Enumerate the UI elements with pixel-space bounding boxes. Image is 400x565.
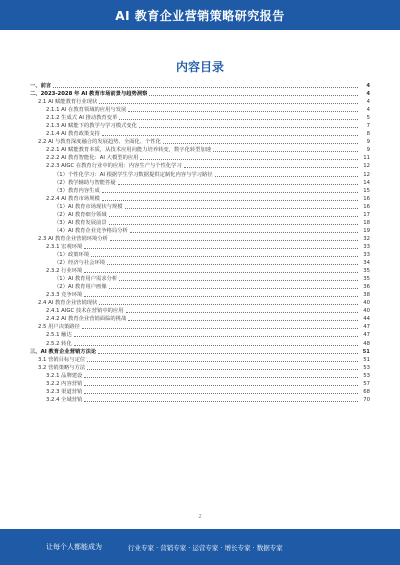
toc-entry-page: 53	[363, 372, 370, 379]
toc-entry[interactable]	[30, 372, 370, 380]
toc-entry-title: 3.2 营销策略与方法	[38, 364, 86, 371]
toc-dot-leader	[130, 232, 358, 233]
toc-entry-page: 36	[363, 284, 370, 291]
toc-entry[interactable]	[30, 162, 370, 170]
toc-entry-link[interactable]	[54, 203, 370, 211]
toc-dot-leader	[99, 304, 358, 305]
toc-entry-page: 70	[363, 396, 370, 403]
toc-entry-link[interactable]	[54, 275, 370, 283]
toc-entry-page: 47	[363, 332, 370, 339]
toc-entry-page: 57	[363, 380, 370, 387]
toc-entry-title: （2）AI 教育细分领域	[54, 211, 107, 218]
toc-dot-leader	[213, 151, 358, 152]
toc-entry-page: 32	[363, 235, 370, 242]
page-number: 2	[198, 514, 202, 520]
toc-entry-link[interactable]	[46, 315, 370, 323]
toc-entry-link[interactable]	[46, 267, 370, 275]
toc-entry[interactable]	[30, 171, 370, 179]
toc-entry[interactable]	[30, 219, 370, 227]
toc-entry-title: 2.4.2 AI 教育企业营销面临的挑战	[46, 316, 127, 323]
toc-entry-title: 2.3.1 宏观环境	[46, 243, 83, 250]
toc-entry-page: 16	[363, 195, 370, 202]
toc-entry-page: 33	[363, 251, 370, 258]
toc-entry-link[interactable]	[46, 331, 370, 339]
toc-entry-page: 47	[363, 324, 370, 331]
toc-dot-leader	[126, 312, 358, 313]
toc-entry-title: （3）AI 教育发展前景	[54, 219, 107, 226]
toc-entry[interactable]	[30, 299, 370, 307]
toc-entry-link[interactable]	[38, 299, 370, 307]
toc-entry-page: 53	[363, 364, 370, 371]
toc-dot-leader	[87, 369, 358, 370]
toc-entry-page: 40	[363, 308, 370, 315]
toc-entry-title: 三、AI 教育企业营销方法论	[30, 348, 97, 355]
toc-entry-title: 3.2.4 全域营销	[46, 396, 83, 403]
toc-dot-leader	[163, 143, 358, 144]
toc-entry-link[interactable]	[54, 227, 370, 235]
toc-entry-link[interactable]	[38, 138, 370, 146]
toc-entry-page: 12	[363, 163, 370, 170]
toc-dot-leader	[98, 353, 358, 354]
toc-entry-page: 9	[366, 139, 370, 146]
toc-entry-link[interactable]	[46, 146, 370, 154]
toc-entry-page: 35	[363, 276, 370, 283]
toc-dot-leader	[99, 103, 358, 104]
toc-entry-title: （2）AI 教育用户画像	[54, 284, 107, 291]
toc-entry-page: 7	[366, 123, 370, 130]
toc-dot-leader	[128, 320, 358, 321]
toc-dot-leader	[74, 336, 358, 337]
toc-dot-leader	[139, 127, 358, 128]
toc-entry[interactable]	[30, 283, 370, 291]
toc-entry[interactable]	[30, 380, 370, 388]
toc-entry-link[interactable]	[38, 356, 370, 364]
toc-entry-link[interactable]	[46, 380, 370, 388]
toc-dot-leader	[107, 264, 358, 265]
toc-dot-leader	[215, 176, 358, 177]
toc-dot-leader	[84, 385, 358, 386]
toc-entry-link[interactable]	[46, 130, 370, 138]
toc-dot-leader	[82, 328, 358, 329]
toc-entry[interactable]	[30, 138, 370, 146]
toc-entry-page: 48	[363, 340, 370, 347]
toc-entry-page: 51	[362, 348, 370, 355]
toc-entry-page: 51	[363, 356, 370, 363]
toc-entry-title: （1）AI 教育用户需求分析	[54, 276, 118, 283]
toc-entry-title: 3.2.1 品牌建设	[46, 372, 83, 379]
toc-entry-title: 3.2.3 渠道营销	[46, 388, 83, 395]
toc-dot-leader	[109, 224, 358, 225]
toc-entry-page: 68	[363, 388, 370, 395]
toc-dot-leader	[140, 159, 358, 160]
toc-entry-link[interactable]	[46, 396, 370, 404]
toc-entry-title: （2）经济与社会环境	[54, 260, 106, 267]
toc-heading: 内容目录	[175, 60, 224, 74]
toc-entry-page: 44	[363, 316, 370, 323]
toc-entry-page: 17	[363, 211, 370, 218]
footer-slogan: 让每个人都能成为	[46, 543, 102, 551]
toc-entry-link[interactable]	[46, 372, 370, 380]
toc-dot-leader	[109, 216, 358, 217]
toc-entry[interactable]	[30, 388, 370, 396]
toc-entry-link[interactable]	[38, 235, 370, 243]
toc-dot-leader	[102, 200, 358, 201]
toc-entry[interactable]	[30, 259, 370, 267]
toc-entry-title: 2.3.3 竞争环境	[46, 292, 83, 299]
toc-entry-link[interactable]	[46, 154, 370, 162]
toc-dot-leader	[84, 377, 358, 378]
toc-dot-leader	[118, 184, 358, 185]
toc-entry[interactable]	[30, 90, 370, 98]
toc-entry-page: 4	[366, 99, 370, 106]
toc-entry-link[interactable]	[54, 187, 370, 195]
toc-entry-title: 2.2.3 AIGC 在教育行业中的应用：内容生产与个性化学习	[46, 163, 182, 170]
toc-entry[interactable]	[30, 291, 370, 299]
toc-entry[interactable]	[30, 356, 370, 364]
toc-dot-leader	[74, 345, 358, 346]
toc-dot-leader	[119, 119, 358, 120]
toc-entry-link[interactable]	[46, 122, 370, 130]
toc-entry[interactable]	[30, 323, 370, 331]
toc-entry-title: 2.5.1 触达	[46, 332, 72, 339]
toc-entry-title: 2.1.4 AI 教育政策支持	[46, 131, 100, 138]
toc-entry[interactable]	[30, 396, 370, 404]
toc-dot-leader	[119, 280, 358, 281]
toc-entry-page: 34	[363, 260, 370, 267]
toc-dot-leader	[84, 401, 358, 402]
toc-dot-leader	[110, 240, 358, 241]
toc-entry-title: 2.2.1 AI 赋能教育本质，从技术应用向能力培养转变，数字化转型加速	[46, 147, 212, 154]
toc-entry-title: （3）教育内容生成	[54, 187, 100, 194]
toc-entry-page: 38	[363, 292, 370, 299]
toc-entry-link[interactable]	[30, 90, 370, 98]
toc-entry[interactable]	[30, 106, 370, 114]
toc-entry-link[interactable]	[46, 388, 370, 396]
toc-entry[interactable]	[30, 364, 370, 372]
toc-entry-page: 4	[366, 91, 370, 98]
toc-entry-title: 2.2.2 AI 教育智能化：AI 大模型的应用	[46, 155, 139, 162]
toc-entry[interactable]	[30, 82, 370, 90]
toc-entry-title: 2.4 AI 教育企业营销现状	[38, 300, 98, 307]
report-title: AI 教育企业营销策略研究报告	[115, 8, 285, 23]
toc-entry[interactable]	[30, 307, 370, 315]
toc-dot-leader	[102, 192, 358, 193]
toc-entry-link[interactable]	[46, 195, 370, 203]
toc-entry-title: 2.2 AI 与教育深度融合的发展趋势、全面化、个性化	[38, 139, 161, 146]
toc-entry[interactable]	[30, 227, 370, 235]
toc-dot-leader	[125, 208, 358, 209]
toc-entry-page: 4	[366, 83, 370, 89]
toc-entry[interactable]	[30, 340, 370, 348]
toc-entry[interactable]	[30, 122, 370, 130]
toc-entry-title: 3.2.2 内容营销	[46, 380, 83, 387]
toc-dot-leader	[184, 167, 358, 168]
toc-entry-link[interactable]	[54, 171, 370, 179]
toc-dot-leader	[84, 393, 358, 394]
toc-entry[interactable]	[30, 251, 370, 259]
toc-entry[interactable]	[30, 187, 370, 195]
toc-entry[interactable]	[30, 348, 370, 356]
toc-entry[interactable]	[30, 195, 370, 203]
toc-dot-leader	[149, 95, 358, 96]
toc-entry[interactable]	[30, 130, 370, 138]
toc-entry[interactable]	[30, 243, 370, 251]
toc-entry-link[interactable]	[46, 291, 370, 299]
toc-entry-title: 3.1 营销目标与定位	[38, 356, 86, 363]
toc-entry-page: 9	[366, 147, 370, 154]
toc-entry-title: （2）教学辅助与智能答疑	[54, 179, 116, 186]
toc-entry-title: 2.5 用户决策路径	[38, 324, 80, 331]
toc-entry-page: 18	[363, 219, 370, 226]
toc-entry-link[interactable]	[46, 162, 370, 170]
toc-dot-leader	[53, 87, 358, 88]
toc-entry-link[interactable]	[46, 340, 370, 348]
toc-entry-title: 2.2.4 AI 教育市场规模	[46, 195, 100, 202]
toc-dot-leader	[84, 248, 358, 249]
toc-dot-leader	[84, 296, 358, 297]
toc-dot-leader	[87, 361, 358, 362]
toc-entry[interactable]	[30, 203, 370, 211]
toc-dot-leader	[91, 256, 358, 257]
toc-entry[interactable]	[30, 114, 370, 122]
toc-dot-leader	[84, 272, 358, 273]
toc-entry[interactable]	[30, 331, 370, 339]
toc-entry-link[interactable]	[54, 283, 370, 291]
toc-entry-page: 35	[363, 268, 370, 275]
toc-entry-page: 12	[363, 171, 370, 178]
toc-entry-page: 19	[363, 227, 370, 234]
toc-entry-page: 5	[366, 115, 370, 122]
toc-entry-page: 16	[363, 203, 370, 210]
toc-dot-leader	[102, 135, 358, 136]
toc-entry-page: 14	[363, 179, 370, 186]
toc-entry-title: （4）AI 教育企业竞争格局分析	[54, 227, 128, 234]
toc-entry[interactable]	[30, 146, 370, 154]
toc-entry[interactable]	[30, 211, 370, 219]
toc-entry-page: 40	[363, 300, 370, 307]
report-header	[0, 0, 400, 30]
toc-entry-link[interactable]	[46, 114, 370, 122]
toc-entry-title: （1）AI 教育市场现状与规模	[54, 203, 123, 210]
toc-entry-link[interactable]	[38, 98, 370, 106]
toc-entry[interactable]	[30, 98, 370, 106]
toc-entry[interactable]	[30, 275, 370, 283]
toc-entry-title: 2.3 AI 教育企业营销环境分析	[38, 235, 108, 242]
toc-entry-title: 一、前言	[30, 83, 52, 89]
toc-entry-link[interactable]	[54, 251, 370, 259]
toc-dot-leader	[128, 111, 358, 112]
toc-entry-link[interactable]	[54, 179, 370, 187]
toc-entry-title: （1）政策环境	[54, 251, 90, 258]
toc-entry-link[interactable]	[46, 243, 370, 251]
toc-entry-page: 4	[366, 107, 370, 114]
toc-entry-title: 2.4.1 AIGC 技术在营销中的应用	[46, 308, 124, 315]
toc-entry-link[interactable]	[54, 219, 370, 227]
toc-entry-link[interactable]	[54, 211, 370, 219]
toc-entry-title: 2.1.2 生成式 AI 推动教育变革	[46, 115, 118, 122]
toc-entry[interactable]	[30, 235, 370, 243]
toc-entry-title: 2.1.3 AI 赋能下的教学与学习模式变化	[46, 123, 137, 130]
toc-entry-link[interactable]	[46, 106, 370, 114]
footer-tagline: 行业专家 · 营销专家 · 运营专家 · 增长专家 · 数据专家	[128, 543, 283, 552]
report-footer	[0, 529, 400, 565]
toc-entry[interactable]	[30, 315, 370, 323]
toc-entry-link[interactable]	[30, 348, 370, 356]
toc-entry-page: 33	[363, 243, 370, 250]
toc-entry-link[interactable]	[54, 259, 370, 267]
toc-entry-page: 11	[363, 155, 370, 162]
toc-entry-link[interactable]	[38, 364, 370, 372]
toc-entry-link[interactable]	[38, 323, 370, 331]
toc-entry-title: 2.3.2 行业环境	[46, 268, 83, 275]
toc-entry-link[interactable]	[30, 82, 370, 90]
toc-entry-title: （1）个性化学习：AI 根据学生学习数据提供定制化内容与学习路径	[54, 171, 213, 178]
toc-entry-title: 2.1 AI 赋能教育行业现状	[38, 99, 98, 106]
toc-entry-title: 二、2023-2028 年 AI 教育市场前景与趋势洞察	[30, 91, 148, 98]
table-of-contents	[30, 82, 370, 404]
toc-entry[interactable]	[30, 154, 370, 162]
toc-entry-page: 15	[363, 187, 370, 194]
toc-entry-link[interactable]	[46, 307, 370, 315]
toc-entry[interactable]	[30, 179, 370, 187]
toc-dot-leader	[109, 288, 358, 289]
toc-entry-title: 2.5.2 转化	[46, 340, 72, 347]
toc-entry-title: 2.1.1 AI 在教育领域的应用与发展	[46, 107, 127, 114]
toc-entry-page: 8	[366, 131, 370, 138]
toc-entry[interactable]	[30, 267, 370, 275]
